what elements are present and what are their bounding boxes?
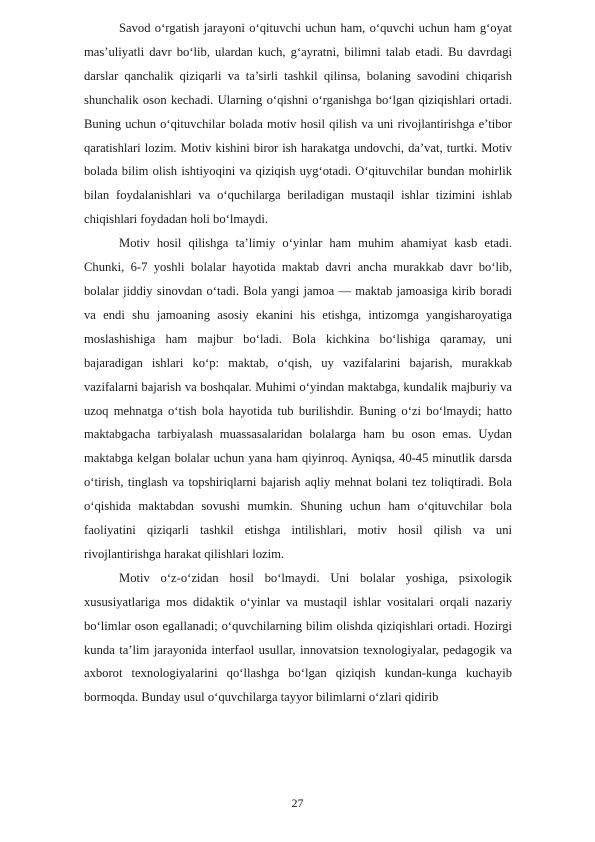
body-text	[84, 17, 512, 710]
paragraph-2: Motiv hosil qilishga ta’limiy o‘yinlar ham muhim ahamiyat kasb etadi. Chunki, 6-7 yoshli bolalar hayotida maktab davri ancha murakkab davr bo‘lib, bolalar jiddiy sinovdan o‘tadi. Bola yangi jamoa — maktab jamoasiga kirib boradi va endi shu jamoaning asosiy ekanini his etishga, intizomga yangisharoyatiga moslashishiga ham majbur bo‘ladi. Bola kichkina bo‘lishiga qaramay, uni bajaradigan ishlari ko‘p: maktab, o‘qish, uy vazifalarini bajarish, murakkab vazifalarni bajarish va boshqalar. Muhimi o‘yindan maktabga, kundalik majburiy va uzoq mehnatga o‘tish bola hayotida tub burilishdir. Buning o‘zi bo‘lmaydi; hatto maktabgacha tarbiyalash muassasalaridan bolalarga ham bu oson emas. Uydan maktabga kelgan bolalar uchun yana ham qiyinroq. Ayniqsa, 40-45 minutlik darsda o‘tirish, tinglash va topshiriqlarni bajarish aqliy mehnat bolani tez toliqtiradi. Bola o‘qishida maktabdan sovushi mumkin. Shuning uchun ham o‘qituvchilar bola faoliyatini qiziqarli tashkil etishga intilishlari, motiv hosil qilish va uni rivojlantirishga harakat qilishlari lozim.	[84, 236, 512, 561]
paragraph-1: Savod o‘rgatish jarayoni o‘qituvchi uchun ham, o‘quvchi uchun ham g‘oyat mas’uliyatli davr bo‘lib, ulardan kuch, g‘ayratni, bilimni talab etadi. Bu davrdagi darslar qanchalik qiziqarli va ta’sirli tashkil qilinsa, bolaning savodini chiqarish shunchalik oson kechadi. Ularning o‘qishni o‘rganishga bo‘lgan qiziqishlari ortadi. Buning uchun o‘qituvchilar bolada motiv hosil qilish va uni rivojlantirishga e’tibor qaratishlari lozim. Motiv kishini biror ish harakatga undovchi, da’vat, turtki. Motiv bolada bilim olish ishtiyoqini va qiziqish uyg‘otadi. O‘qituvchilar bundan mohirlik bilan foydalanishlari va o‘quchilarga beriladigan mustaqil ishlar tizimini ishlab chiqishlari foydadan holi bo‘lmaydi.	[84, 21, 512, 227]
paragraph-3: Motiv o‘z-o‘zidan hosil bo‘lmaydi. Uni bolalar yoshiga, psixologik xususiyatlariga mos didaktik o‘yinlar va mustaqil ishlar vositalari orqali nazariy bo‘limlar oson egallanadi; o‘quvchilarning bilim olishda qiziqishlari ortadi. Hozirgi kunda ta’lim jarayonida interfaol usullar, innovatsion texnologiyalar, pedagogik va axborot texnologiyalarini qo‘llashga bo‘lgan qiziqish kundan-kunga kuchayib bormoqda. Bunday usul o‘quvchilarga tayyor bilimlarni o‘zlari qidirib	[84, 570, 512, 705]
page-number: 27	[291, 796, 304, 810]
